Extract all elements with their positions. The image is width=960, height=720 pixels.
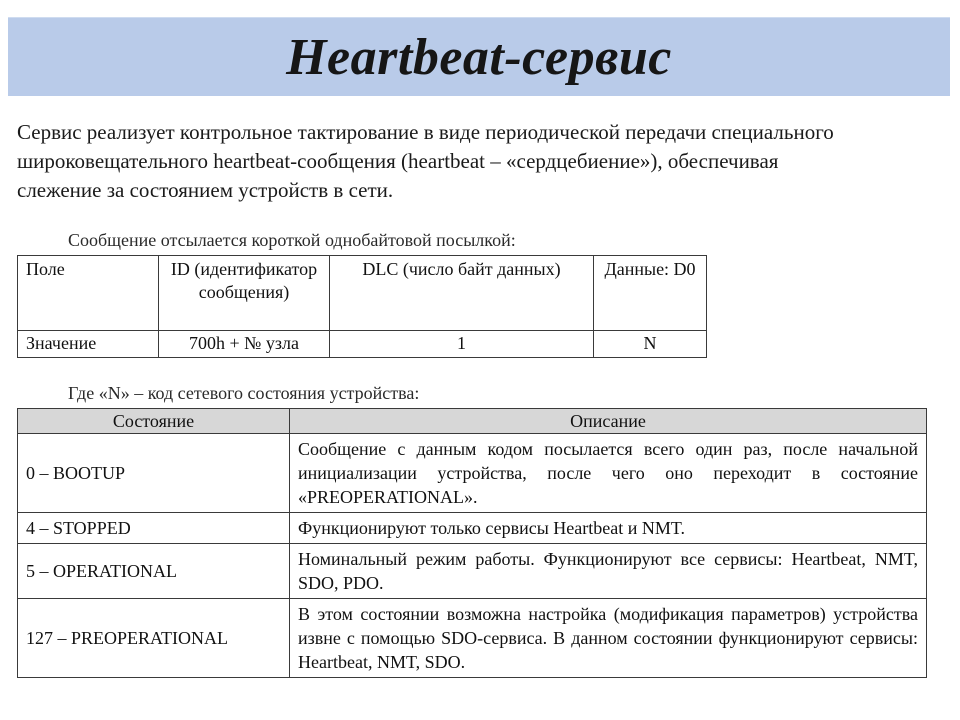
title-bar [8,17,950,96]
state-cell: 127 – PREOPERATIONAL [18,599,290,678]
header-cell-id: ID (идентификатор сообщения) [159,256,330,331]
header-cell-dlc: DLC (число байт данных) [330,256,594,331]
header-cell-description: Описание [290,409,927,434]
state-cell: 5 – OPERATIONAL [18,544,290,599]
table-row [18,544,927,599]
table-row [18,599,927,678]
state-cell: 4 – STOPPED [18,513,290,544]
description-cell: Сообщение с данным кодом посылается всего один раз, после начальной инициализации устройства, после чего оно переходит в состояние «PREOPERATIONAL». [290,434,927,513]
header-cell-state: Состояние [18,409,290,434]
value-cell-data: N [594,331,707,358]
message-table-value-row [18,331,707,358]
state-cell: 0 – BOOTUP [18,434,290,513]
page-title: Heartbeat-сервис [286,28,672,86]
message-table [17,255,707,358]
states-table [17,408,927,678]
message-table-header-row [18,256,707,331]
description-cell: Функционируют только сервисы Heartbeat и NMT. [290,513,927,544]
description-cell: Номинальный режим работы. Функционируют все сервисы: Heartbeat, NMT, SDO, PDO. [290,544,927,599]
message-caption: Сообщение отсылается короткой однобайтовой посылкой: [68,230,516,250]
header-cell-data: Данные: D0 [594,256,707,331]
states-table-header-row [18,409,927,434]
header-cell-field: Поле [18,256,159,331]
value-cell-id: 700h + № узла [159,331,330,358]
intro-paragraph: Сервис реализует контрольное тактирование в виде периодической передачи специального широковещательного heartbeat-сообщения (heartbeat – «сердцебиение»), обеспечивая слежение за состоянием устройств в сети. [17,120,834,202]
table-row [18,513,927,544]
table-row [18,434,927,513]
value-cell-label: Значение [18,331,159,358]
description-cell: В этом состоянии возможна настройка (модификация параметров) устройства извне с помощью SDO-сервиса. В данном состоянии функционируют сервисы: Heartbeat, NMT, SDO. [290,599,927,678]
value-cell-dlc: 1 [330,331,594,358]
states-caption: Где «N» – код сетевого состояния устройства: [68,383,420,403]
